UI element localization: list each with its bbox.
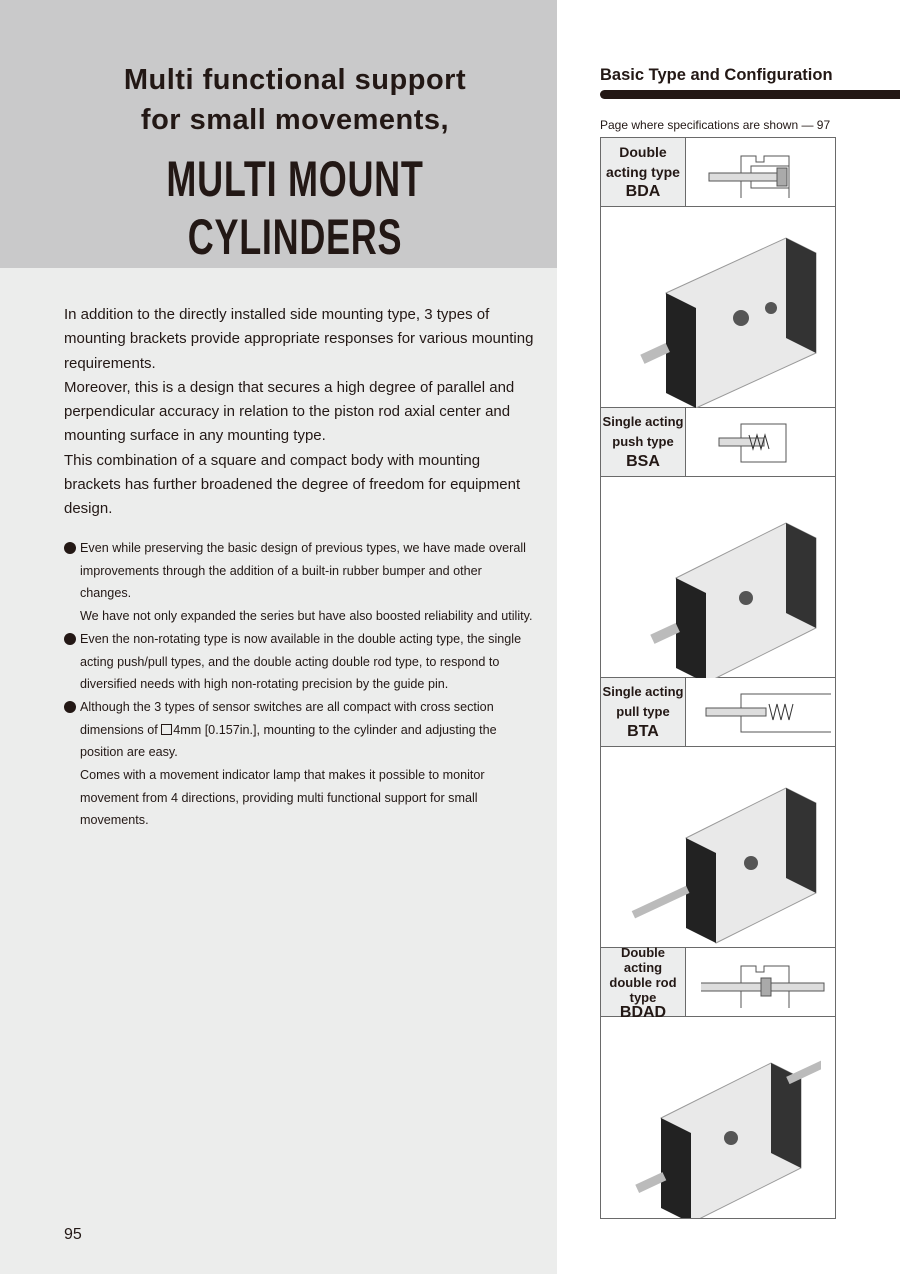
feature-list <box>64 537 534 832</box>
feature-text: Even while preserving the basic design of previous types, we have made overall improvements through the addition of a built-in rubber bumper and other changes. <box>80 541 526 601</box>
feature-item <box>64 537 534 628</box>
type-label <box>601 408 686 476</box>
product-photo-bdad <box>621 1038 821 1218</box>
type-row-bda <box>601 137 835 207</box>
type-name: push type <box>612 434 674 449</box>
intro-paragraph: This combination of a square and compact body with mounting brackets has further broadened the degree of freedom for equipment design. <box>64 451 521 518</box>
hero-banner <box>0 0 557 268</box>
subtitle-line2: for small movements, <box>140 104 450 136</box>
type-code: BDA <box>625 183 661 200</box>
type-row-bta <box>601 677 835 747</box>
type-code: BDAD <box>619 1003 667 1021</box>
feature-text: Comes with a movement indicator lamp that makes it possible to monitor movement from 4 directions, providing multi functional support for small movements. <box>80 768 485 828</box>
type-name: type <box>629 989 657 1005</box>
feature-text: Even the non-rotating type is now available in the double acting type, the single acting push/pull types, and the double acting double rod type, to respond to diversified needs with high non-rotating precision by the guide pin. <box>80 631 522 692</box>
type-name: Double acting <box>620 944 666 975</box>
type-label <box>601 944 686 1021</box>
double-rod-symbol-icon <box>701 958 831 1008</box>
feature-item <box>64 628 534 696</box>
section-heading: Basic Type and Configuration <box>600 66 833 84</box>
product-photo-bta <box>621 768 821 948</box>
type-name: acting type <box>606 164 680 180</box>
type-name: Single acting <box>602 414 684 429</box>
single-acting-push-symbol-icon <box>701 418 831 468</box>
feature-item <box>64 696 534 832</box>
intro-paragraph: In addition to the directly installed side mounting type, 3 types of mounting brackets provide appropriate responses for various mounting requirements. <box>64 306 534 372</box>
feature-text: We have not only expanded the series but have also boosted reliability and utility. <box>80 609 533 624</box>
page-title: MULTI MOUNT CYLINDERS <box>166 151 424 265</box>
type-label <box>601 138 686 206</box>
feature-text-part: Although the 3 types of sensor switches are all compact with cross section dimensions of <box>80 699 494 737</box>
feature-text-part: 4mm [0.157in.], mounting to the cylinder and adjusting the position are easy. <box>80 722 497 760</box>
double-acting-symbol-icon <box>701 148 831 198</box>
type-name: Single acting <box>602 684 684 699</box>
feature-text <box>80 696 534 764</box>
intro-text <box>64 303 534 522</box>
type-label <box>601 678 686 746</box>
type-name: pull type <box>616 704 670 719</box>
square-symbol-icon <box>161 724 172 735</box>
page-number: 95 <box>64 1226 82 1243</box>
spec-page-note: Page where specifications are shown — 97 <box>600 118 831 132</box>
type-row-bdad <box>601 944 835 1021</box>
product-photo-bda <box>621 228 821 408</box>
type-code: BTA <box>627 723 659 740</box>
type-name: Double <box>619 144 667 160</box>
product-photo-bsa <box>621 498 821 678</box>
type-code: BSA <box>626 453 660 470</box>
intro-paragraph: Moreover, this is a design that secures a high degree of parallel and perpendicular accuracy in relation to the piston rod axial center and mounting surface in any mounting type. <box>64 378 515 445</box>
type-table <box>600 137 836 1219</box>
type-name: double rod <box>609 974 677 990</box>
subtitle-line1: Multi functional support <box>123 64 467 96</box>
heading-rule <box>600 90 900 99</box>
single-acting-pull-symbol-icon <box>701 688 831 738</box>
type-row-bsa <box>601 407 835 477</box>
